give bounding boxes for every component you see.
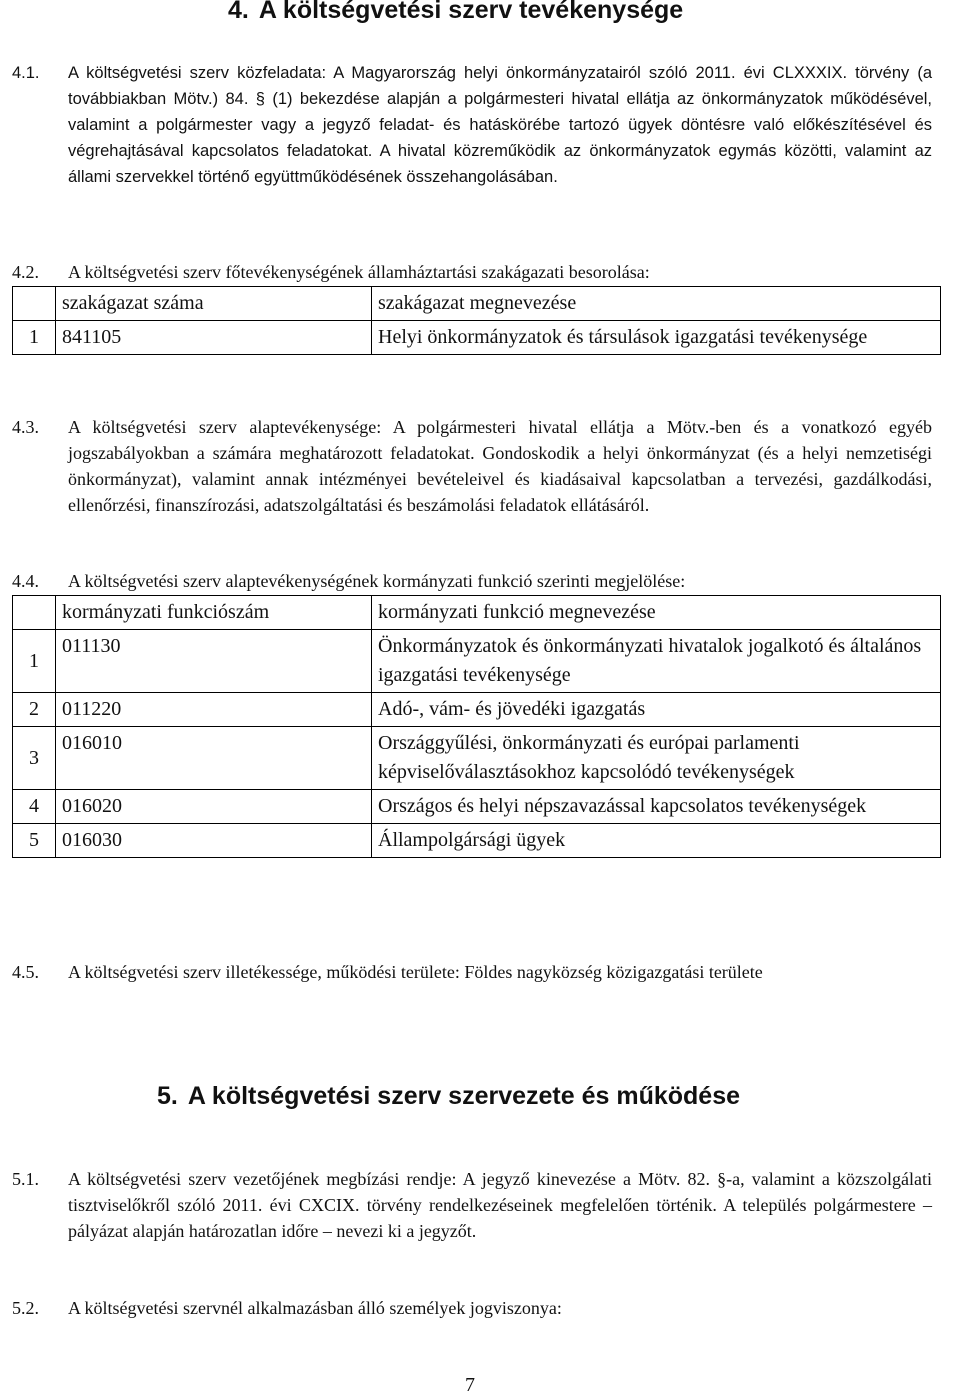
row-name: Adó-, vám- és jövedéki igazgatás	[372, 693, 941, 727]
index-cell	[13, 287, 56, 321]
section-5-heading	[157, 1082, 740, 1111]
sector-classification-table	[12, 286, 941, 355]
paragraph-text: A költségvetési szerv főtevékenységének államháztartási szakágazati besorolása:	[68, 262, 650, 282]
row-name: Országos és helyi népszavazással kapcsolatos tevékenységek	[372, 790, 941, 824]
row-name: Helyi önkormányzatok és társulások igazgatási tevékenysége	[372, 321, 941, 355]
table-row	[13, 790, 941, 824]
paragraph-5-2	[12, 1295, 932, 1321]
column-header-code: szakágazat száma	[56, 287, 372, 321]
paragraph-text: A költségvetési szerv közfeladata: A Magyarország helyi önkormányzatairól szóló 2011. évi CLXXXIX. törvény (a továbbiakban Mötv.) 84. § (1) bekezdése alapján a polgármesteri hivatal ellátja az önkormányzatok működésével, valamint a polgármester vagy a jegyző feladat- és hatáskörébe tartozó ügyek döntésre való előkészítésével és végrehajtásával kapcsolatos feladatokat. A hivatal közreműködik az önkormányzatok egymás közötti, valamint az állami szervekkel történő együttműködésének összehangolásában.	[68, 64, 932, 186]
table-header-row	[13, 596, 941, 630]
section-5-title: A költségvetési szerv szervezete és működése	[187, 1082, 741, 1110]
column-header-name: kormányzati funkció megnevezése	[372, 596, 941, 630]
paragraph-number: 4.5.	[12, 962, 39, 982]
section-4-number: 4.	[228, 0, 249, 24]
paragraph-4-4	[12, 568, 932, 594]
row-index: 1	[13, 630, 56, 693]
row-code: 016010	[56, 727, 372, 790]
paragraph-number: 4.1.	[12, 64, 40, 82]
paragraph-4-1	[12, 60, 932, 256]
row-code: 011220	[56, 693, 372, 727]
paragraph-text: A költségvetési szerv illetékessége, működési területe: Földes nagyközség közigazgatási területe	[68, 962, 763, 982]
column-header-name: szakágazat megnevezése	[372, 287, 941, 321]
table-row	[13, 630, 941, 693]
row-name: Országgyűlési, önkormányzati és európai parlamenti képviselőválasztásokhoz kapcsolódó tevékenységek	[372, 727, 941, 790]
table-header-row	[13, 287, 941, 321]
table-row	[13, 321, 941, 355]
section-4-title: A költségvetési szerv tevékenysége	[258, 0, 684, 24]
table-row	[13, 693, 941, 727]
row-index: 3	[13, 727, 56, 790]
paragraph-text: A költségvetési szerv vezetőjének megbízási rendje: A jegyző kinevezése a Mötv. 82. §-a, valamint a közszolgálati tisztviselőkről szóló 2011. évi CXCIX. törvény rendelkezéseinek megfelelően történik. A település polgármestere – pályázat alapján határozatlan időre – nevezi ki a jegyzőt.	[68, 1169, 932, 1241]
row-code: 016030	[56, 824, 372, 858]
paragraph-4-2	[12, 259, 932, 285]
paragraph-number: 5.1.	[12, 1169, 39, 1189]
paragraph-number: 4.4.	[12, 571, 39, 591]
row-index: 5	[13, 824, 56, 858]
paragraph-text: A költségvetési szerv alaptevékenysége: A polgármesteri hivatal ellátja a Mötv.-ben és a vonatkozó egyéb jogszabályokban a számára meghatározott feladatokat. Gondoskodik a helyi önkormányzat (és a helyi nemzetiségi önkormányzat), valamint annak intézményei bevételeivel és kiadásaival kapcsolatban a tervezési, gazdálkodási, ellenőrzési, finanszírozási, adatszolgáltatási és beszámolási feladatok ellátásáról.	[68, 417, 932, 515]
paragraph-number: 4.2.	[12, 262, 39, 282]
column-header-code: kormányzati funkciószám	[56, 596, 372, 630]
paragraph-4-5	[12, 959, 932, 985]
table-row	[13, 727, 941, 790]
table-row	[13, 824, 941, 858]
row-index: 1	[13, 321, 56, 355]
paragraph-5-1	[12, 1166, 932, 1244]
paragraph-number: 5.2.	[12, 1298, 39, 1318]
section-4-heading	[228, 0, 683, 25]
paragraph-4-3	[12, 414, 932, 518]
row-index: 4	[13, 790, 56, 824]
row-code: 841105	[56, 321, 372, 355]
row-code: 016020	[56, 790, 372, 824]
paragraph-text: A költségvetési szervnél alkalmazásban álló személyek jogviszonya:	[68, 1298, 562, 1318]
paragraph-text: A költségvetési szerv alaptevékenységének kormányzati funkció szerinti megjelölése:	[68, 571, 686, 591]
row-name: Állampolgársági ügyek	[372, 824, 941, 858]
paragraph-number: 4.3.	[12, 417, 39, 437]
index-cell	[13, 596, 56, 630]
government-function-table	[12, 595, 941, 858]
row-name: Önkormányzatok és önkormányzati hivatalok jogalkotó és általános igazgatási tevékenysége	[372, 630, 941, 693]
page-number: 7	[465, 1374, 475, 1396]
section-5-number: 5.	[157, 1082, 178, 1110]
row-code: 011130	[56, 630, 372, 693]
row-index: 2	[13, 693, 56, 727]
